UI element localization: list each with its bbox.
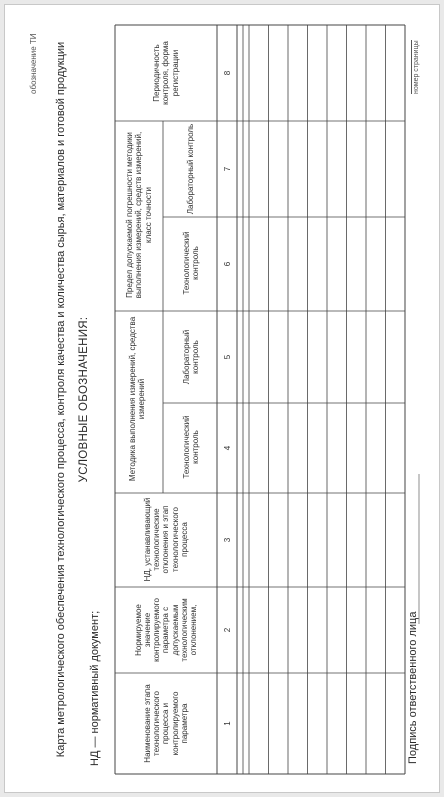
column-number: 8 (222, 70, 232, 76)
column-header-norm-value: Нормируемое значение контролируемого параметра с допускаемым технологическим отклонением, (133, 598, 198, 662)
column-number: 6 (222, 261, 232, 267)
column-header-stage: Наименование этапа технологического процесса и контролируемого параметра (143, 684, 189, 763)
column-number: 1 (222, 721, 232, 726)
column-header-method-lab: Лабораторный контроль (181, 329, 200, 385)
document-page (4, 4, 440, 793)
column-number: 5 (222, 354, 232, 360)
legend-heading: УСЛОВНЫЕ ОБОЗНАЧЕНИЯ: (78, 316, 90, 483)
column-header-method-tech: Технологический контроль (181, 415, 200, 479)
column-header-error-tech: Технологический контроль (181, 231, 200, 295)
nd-abbreviation-note: НД — нормативный документ; (89, 610, 101, 766)
page-designation-label: обозначение ТИ (29, 33, 38, 94)
column-number: 7 (222, 166, 232, 172)
column-number: 2 (222, 627, 232, 633)
page-number-label: номер страницы (413, 40, 420, 94)
rotated-landscape-page (5, 5, 441, 794)
document-title: Карта метрологического обеспечения технологического процесса, контроля качества и количества сырья, материалов и готовой продукции (55, 41, 67, 758)
group-header-error-limit: Предел допускаемой погрешности методики выполнения измерений, средств измерений, класс точности (125, 131, 153, 299)
column-header-error-lab: Лабораторный контроль (186, 123, 196, 215)
group-header-method: Методика выполнения измерений, средства измерений (127, 316, 146, 482)
signature-label: Подпись ответственного лица (407, 611, 419, 764)
column-number: 4 (222, 445, 232, 451)
column-number: 3 (222, 537, 232, 543)
column-header-nd: НД, устанавливающий технологические отклонения и этап технологического процесса (143, 497, 189, 582)
column-header-periodicity: Периодичность контроля, форма регистрации (152, 41, 180, 105)
